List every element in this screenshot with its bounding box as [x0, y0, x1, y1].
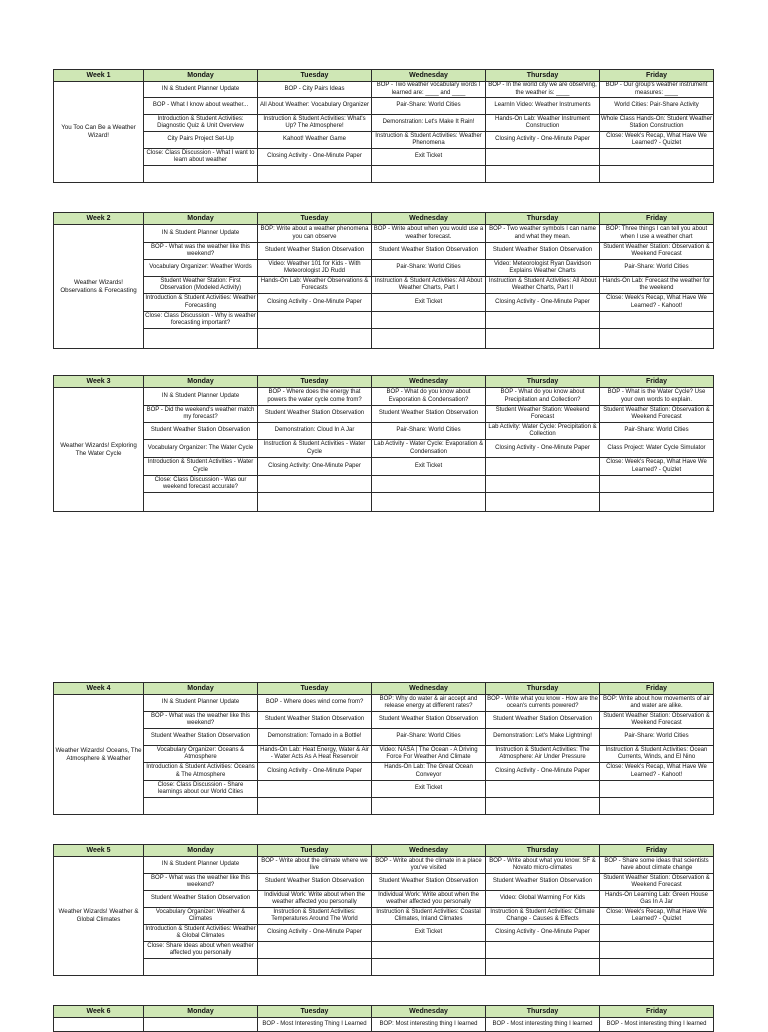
- activity-cell: [600, 312, 714, 329]
- activity-cell: Hands-On Lab: Heat Energy, Water & Air - Water Acts As A Heat Reservoir: [258, 746, 372, 763]
- activity-cell: Kahoot! Weather Game: [258, 132, 372, 149]
- activity-cell: [258, 493, 372, 512]
- activity-cell: Introduction & Student Activities: Weather & Global Climates: [144, 925, 258, 942]
- activity-cell: Student Weather Station Observation: [372, 712, 486, 729]
- activity-cell: [144, 329, 258, 349]
- activity-cell: Closing Activity: One-Minute Paper: [258, 458, 372, 476]
- activity-cell: Close: Class Discussion - Share learnings about our World Cities: [144, 781, 258, 798]
- activity-cell: Demonstration: Tornado in a Bottle!: [258, 729, 372, 746]
- day-header: Wednesday: [372, 845, 486, 857]
- activity-cell: Hands-On Learning Lab: Green House Gas In A Jar: [600, 891, 714, 908]
- week-table: [53, 212, 714, 349]
- activity-cell: [600, 149, 714, 166]
- activity-cell: [486, 798, 600, 815]
- activity-cell: Student Weather Station Observation: [486, 874, 600, 891]
- day-header: Monday: [144, 845, 258, 857]
- activity-cell: BOP - Write what you know - How are the ocean's currents powered?: [486, 695, 600, 712]
- activity-cell: Student Weather Station Observation: [258, 243, 372, 260]
- activity-cell: [372, 312, 486, 329]
- activity-cell: Student Weather Station Observation: [372, 406, 486, 423]
- activity-cell: BOP - What was the weather like this weekend?: [144, 874, 258, 891]
- activity-row: [54, 891, 714, 908]
- activity-cell: Closing Activity - One-Minute Paper: [486, 925, 600, 942]
- activity-cell: Closing Activity - One-Minute Paper: [258, 149, 372, 166]
- activity-cell: Instruction & Student Activities: Coastal Climates, Inland Climates: [372, 908, 486, 925]
- activity-cell: [600, 493, 714, 512]
- day-header: Friday: [600, 70, 714, 82]
- activity-cell: Closing Activity - One-Minute Paper: [486, 132, 600, 149]
- activity-cell: BOP - What was the weather like this weekend?: [144, 712, 258, 729]
- activity-cell: Vocabulary Organizer: Weather & Climates: [144, 908, 258, 925]
- activity-row: [54, 493, 714, 512]
- day-header: Thursday: [486, 376, 600, 388]
- week-topic: You Too Can Be a Weather Wizard!: [54, 82, 144, 183]
- activity-cell: Vocabulary Organizer: The Water Cycle: [144, 440, 258, 458]
- activity-cell: [486, 458, 600, 476]
- day-header: Tuesday: [258, 213, 372, 225]
- day-header: Monday: [144, 376, 258, 388]
- activity-cell: Student Weather Station: Observation & Weekend Forecast: [600, 712, 714, 729]
- day-header: Monday: [144, 1006, 258, 1018]
- activity-cell: Closing Activity - One-Minute Paper: [486, 294, 600, 312]
- activity-row: [54, 695, 714, 712]
- activity-row: [54, 1018, 714, 1032]
- activity-cell: Student Weather Station Observation: [486, 243, 600, 260]
- activity-cell: Video: Meteorologist Ryan Davidson Explains Weather Charts: [486, 260, 600, 277]
- activity-cell: [144, 166, 258, 183]
- activity-row: [54, 476, 714, 493]
- activity-row: [54, 458, 714, 476]
- activity-cell: Instruction & Student Activities: Climate Change - Causes & Effects: [486, 908, 600, 925]
- activity-cell: Pair-Share: World Cities: [372, 98, 486, 115]
- week-topic: Weather Wizards! Exploring The Water Cycle: [54, 388, 144, 512]
- activity-cell: [258, 798, 372, 815]
- activity-cell: Exit Ticket: [372, 925, 486, 942]
- week-header-row: [54, 376, 714, 388]
- activity-cell: Instruction & Student Activities: All About Weather Charts, Part II: [486, 277, 600, 294]
- activity-cell: [486, 493, 600, 512]
- activity-cell: [258, 329, 372, 349]
- activity-cell: Pair-Share: World Cities: [372, 423, 486, 440]
- week-header-row: [54, 70, 714, 82]
- activity-cell: BOP - Two weather vocabulary words I learned are: ____ and ____: [372, 82, 486, 98]
- activity-cell: Vocabulary Organizer: Oceans & Atmosphere: [144, 746, 258, 763]
- activity-cell: Hands-On Lab: Forecast the weather for the weekend: [600, 277, 714, 294]
- activity-row: [54, 132, 714, 149]
- activity-cell: BOP - Two weather symbols I can name and what they mean.: [486, 225, 600, 243]
- activity-row: [54, 942, 714, 959]
- week-header-row: [54, 683, 714, 695]
- activity-cell: [144, 1018, 258, 1032]
- activity-row: [54, 243, 714, 260]
- activity-cell: Exit Ticket: [372, 149, 486, 166]
- activity-row: [54, 406, 714, 423]
- activity-cell: [486, 781, 600, 798]
- day-header: Wednesday: [372, 70, 486, 82]
- activity-cell: Student Weather Station Observation: [258, 406, 372, 423]
- activity-cell: BOP - What do you know about Precipitation and Collection?: [486, 388, 600, 406]
- week-header-row: [54, 213, 714, 225]
- activity-cell: Instruction & Student Activities: The Atmosphere: Air Under Pressure: [486, 746, 600, 763]
- activity-cell: BOP - Write about the climate in a place you've visited: [372, 857, 486, 874]
- activity-cell: Introduction & Student Activities - Water Cycle: [144, 458, 258, 476]
- activity-cell: Pair-Share: World Cities: [600, 423, 714, 440]
- day-header: Wednesday: [372, 376, 486, 388]
- day-header: Thursday: [486, 1006, 600, 1018]
- activity-cell: LearnIn Video: Weather Instruments: [486, 98, 600, 115]
- activity-cell: Student Weather Station Observation: [372, 874, 486, 891]
- activity-cell: BOP - Our group's weather instrument measures: ____: [600, 82, 714, 98]
- day-header: Thursday: [486, 683, 600, 695]
- activity-cell: BOP - Write about the climate where we live: [258, 857, 372, 874]
- activity-cell: Pair-Share: World Cities: [372, 260, 486, 277]
- week-label: Week 6: [54, 1006, 144, 1018]
- day-header: Wednesday: [372, 1006, 486, 1018]
- activity-cell: Student Weather Station Observation: [372, 243, 486, 260]
- week-topic: Weather Wizards! Oceans, The Atmosphere & Weather: [54, 695, 144, 815]
- activity-cell: [600, 781, 714, 798]
- activity-cell: Close: Class Discussion - Why is weather forecasting important?: [144, 312, 258, 329]
- activity-cell: Individual Work: Write about when the weather affected you personally: [258, 891, 372, 908]
- activity-cell: Student Weather Station: Observation & Weekend Forecast: [600, 874, 714, 891]
- activity-cell: Pair-Share: World Cities: [600, 260, 714, 277]
- activity-cell: IN & Student Planner Update: [144, 82, 258, 98]
- activity-cell: BOP - Where does wind come from?: [258, 695, 372, 712]
- activity-cell: Exit Ticket: [372, 458, 486, 476]
- week-table: [53, 375, 714, 512]
- day-header: Wednesday: [372, 683, 486, 695]
- activity-cell: Instruction & Student Activities: All About Weather Charts, Part I: [372, 277, 486, 294]
- activity-row: [54, 729, 714, 746]
- activity-cell: [486, 942, 600, 959]
- day-header: Wednesday: [372, 213, 486, 225]
- activity-cell: BOP - Write about when you would use a weather forecast.: [372, 225, 486, 243]
- activity-cell: Hands-On Lab: Weather Instrument Construction: [486, 115, 600, 132]
- activity-cell: [372, 798, 486, 815]
- activity-row: [54, 115, 714, 132]
- activity-cell: Closing Activity - One-Minute Paper: [258, 763, 372, 781]
- activity-cell: [372, 959, 486, 976]
- activity-cell: Lab Activity: Water Cycle: Precipitation & Collection: [486, 423, 600, 440]
- week-label: Week 2: [54, 213, 144, 225]
- activity-cell: Closing Activity - One-Minute Paper: [486, 440, 600, 458]
- activity-cell: Closing Activity - One-Minute Paper: [258, 925, 372, 942]
- day-header: Thursday: [486, 845, 600, 857]
- activity-row: [54, 908, 714, 925]
- activity-cell: IN & Student Planner Update: [144, 225, 258, 243]
- week-label: Week 1: [54, 70, 144, 82]
- activity-cell: IN & Student Planner Update: [144, 857, 258, 874]
- activity-cell: BOP - What I know about weather...: [144, 98, 258, 115]
- activity-row: [54, 82, 714, 98]
- activity-row: [54, 149, 714, 166]
- activity-cell: [372, 493, 486, 512]
- activity-cell: Pair-Share: World Cities: [372, 729, 486, 746]
- activity-cell: [258, 942, 372, 959]
- activity-cell: BOP: Write about a weather phenomena you can observe: [258, 225, 372, 243]
- activity-cell: Class Project: Water Cycle Simulator: [600, 440, 714, 458]
- week-table: [53, 69, 714, 183]
- activity-cell: Vocabulary Organizer: Weather Words: [144, 260, 258, 277]
- activity-cell: Exit Ticket: [372, 781, 486, 798]
- activity-cell: Close: Share ideas about when weather affected you personally: [144, 942, 258, 959]
- day-header: Monday: [144, 683, 258, 695]
- activity-cell: [372, 476, 486, 493]
- activity-cell: Close: Week's Recap, What Have We Learned? - Quizlet: [600, 908, 714, 925]
- activity-row: [54, 260, 714, 277]
- activity-cell: Closing Activity - One-Minute Paper: [258, 294, 372, 312]
- activity-cell: Demonstration: Cloud In A Jar: [258, 423, 372, 440]
- day-header: Thursday: [486, 70, 600, 82]
- activity-row: [54, 98, 714, 115]
- activity-cell: BOP: Write about how movements of air and water are alike.: [600, 695, 714, 712]
- activity-cell: Demonstration: Let's Make It Rain!: [372, 115, 486, 132]
- activity-cell: [372, 166, 486, 183]
- week-label: Week 5: [54, 845, 144, 857]
- day-header: Friday: [600, 845, 714, 857]
- activity-row: [54, 388, 714, 406]
- activity-cell: World Cities: Pair-Share Activity: [600, 98, 714, 115]
- activity-cell: BOP - Most interesting thing I learned: [486, 1018, 600, 1032]
- activity-cell: Video: Global Warming For Kids: [486, 891, 600, 908]
- activity-cell: [600, 798, 714, 815]
- activity-cell: Close: Week's Recap, What Have We Learned? - Kahoot!: [600, 763, 714, 781]
- day-header: Tuesday: [258, 845, 372, 857]
- activity-cell: Introduction & Student Activities: Diagnostic Quiz & Unit Overview: [144, 115, 258, 132]
- activity-row: [54, 925, 714, 942]
- week-topic: Weather Wizards! Observations & Forecasting: [54, 225, 144, 349]
- day-header: Tuesday: [258, 1006, 372, 1018]
- activity-cell: [372, 942, 486, 959]
- activity-cell: [600, 476, 714, 493]
- activity-row: [54, 874, 714, 891]
- activity-cell: Instruction & Student Activities: Temperatures Around The World: [258, 908, 372, 925]
- activity-cell: Introduction & Student Activities: Weather Forecasting: [144, 294, 258, 312]
- activity-cell: [600, 166, 714, 183]
- activity-cell: Pair-Share: World Cities: [600, 729, 714, 746]
- week-table: [53, 844, 714, 976]
- activity-cell: Instruction & Student Activities - Water Cycle: [258, 440, 372, 458]
- activity-cell: Student Weather Station Observation: [144, 423, 258, 440]
- activity-row: [54, 781, 714, 798]
- activity-cell: Whole Class Hands-On: Student Weather Station Construction: [600, 115, 714, 132]
- activity-cell: Student Weather Station: Weekend Forecast: [486, 406, 600, 423]
- activity-cell: Instruction & Student Activities: What's Up? The Atmosphere!: [258, 115, 372, 132]
- activity-row: [54, 294, 714, 312]
- activity-cell: BOP - In the world city we are observing, the weather is: ____: [486, 82, 600, 98]
- activity-cell: All About Weather: Vocabulary Organizer: [258, 98, 372, 115]
- activity-cell: BOP - Most interesting thing I learned: [600, 1018, 714, 1032]
- activity-row: [54, 166, 714, 183]
- activity-cell: [258, 166, 372, 183]
- activity-cell: [600, 925, 714, 942]
- week-header-row: [54, 845, 714, 857]
- activity-cell: [144, 959, 258, 976]
- day-header: Friday: [600, 683, 714, 695]
- activity-cell: Student Weather Station Observation: [144, 891, 258, 908]
- activity-cell: [258, 959, 372, 976]
- activity-cell: Closing Activity - One-Minute Paper: [486, 763, 600, 781]
- activity-cell: Student Weather Station: Observation & Weekend Forecast: [600, 406, 714, 423]
- activity-cell: Student Weather Station Observation: [258, 874, 372, 891]
- activity-row: [54, 857, 714, 874]
- day-header: Friday: [600, 376, 714, 388]
- activity-cell: Individual Work: Write about when the weather affected you personally: [372, 891, 486, 908]
- day-header: Monday: [144, 70, 258, 82]
- activity-cell: Close: Week's Recap, What Have We Learned? - Kahoot!: [600, 294, 714, 312]
- activity-cell: BOP: Three things I can tell you about when I use a weather chart: [600, 225, 714, 243]
- activity-row: [54, 440, 714, 458]
- activity-cell: BOP - What is the Water Cycle? Use your own words to explain.: [600, 388, 714, 406]
- activity-cell: Hands-On Lab: Weather Observations & Forecasts: [258, 277, 372, 294]
- week-table: [53, 1005, 714, 1032]
- day-header: Tuesday: [258, 376, 372, 388]
- activity-cell: Instruction & Student Activities: Weather Phenomena: [372, 132, 486, 149]
- activity-cell: Lab Activity - Water Cycle: Evaporation & Condensation: [372, 440, 486, 458]
- activity-cell: Close: Class Discussion - Was our weekend forecast accurate?: [144, 476, 258, 493]
- activity-cell: [258, 781, 372, 798]
- activity-cell: [600, 942, 714, 959]
- week-table: [53, 682, 714, 815]
- week-label: Week 4: [54, 683, 144, 695]
- activity-cell: BOP: Why do water & air accept and release energy at different rates?: [372, 695, 486, 712]
- activity-cell: Introduction & Student Activities: Oceans & The Atmosphere: [144, 763, 258, 781]
- activity-cell: [486, 149, 600, 166]
- activity-cell: [372, 329, 486, 349]
- activity-cell: Video: NASA | The Ocean - A Driving Force For Weather And Climate: [372, 746, 486, 763]
- activity-row: [54, 225, 714, 243]
- activity-row: [54, 312, 714, 329]
- activity-row: [54, 763, 714, 781]
- activity-row: [54, 277, 714, 294]
- activity-row: [54, 746, 714, 763]
- activity-cell: Student Weather Station: Observation & Weekend Forecast: [600, 243, 714, 260]
- activity-row: [54, 959, 714, 976]
- activity-cell: [486, 476, 600, 493]
- activity-cell: Demonstration: Let's Make Lightning!: [486, 729, 600, 746]
- activity-cell: [258, 312, 372, 329]
- activity-cell: IN & Student Planner Update: [144, 695, 258, 712]
- activity-cell: Student Weather Station Observation: [144, 729, 258, 746]
- activity-cell: [486, 312, 600, 329]
- activity-cell: [486, 329, 600, 349]
- activity-cell: BOP - What do you know about Evaporation & Condensation?: [372, 388, 486, 406]
- day-header: Tuesday: [258, 70, 372, 82]
- activity-cell: Hands-On Lab: The Great Ocean Conveyor: [372, 763, 486, 781]
- activity-cell: Student Weather Station Observation: [258, 712, 372, 729]
- activity-cell: Video: Weather 101 for Kids - With Meteorologist JD Rudd: [258, 260, 372, 277]
- activity-cell: [144, 493, 258, 512]
- activity-cell: BOP - Write about what you know: SF & Novato micro-climates: [486, 857, 600, 874]
- activity-cell: Student Weather Station Observation: [486, 712, 600, 729]
- week-topic: Weather Wizards! Weather & Global Climates: [54, 857, 144, 976]
- activity-cell: [258, 476, 372, 493]
- activity-cell: IN & Student Planner Update: [144, 388, 258, 406]
- activity-cell: City Pairs Project Set-Up: [144, 132, 258, 149]
- activity-cell: BOP: Most interesting thing I learned: [372, 1018, 486, 1032]
- activity-cell: Student Weather Station: First Observation (Modeled Activity): [144, 277, 258, 294]
- activity-row: [54, 423, 714, 440]
- activity-cell: Exit Ticket: [372, 294, 486, 312]
- activity-cell: BOP - Most Interesting Thing I Learned: [258, 1018, 372, 1032]
- activity-cell: Close: Class Discussion - What I want to learn about weather: [144, 149, 258, 166]
- week-label: Week 3: [54, 376, 144, 388]
- activity-cell: Close: Week's Recap, What Have We Learned? - Quizlet: [600, 132, 714, 149]
- activity-cell: BOP - Where does the energy that powers the water cycle come from?: [258, 388, 372, 406]
- activity-cell: BOP - What was the weather like this weekend?: [144, 243, 258, 260]
- week-header-row: [54, 1006, 714, 1018]
- day-header: Monday: [144, 213, 258, 225]
- activity-cell: BOP - Did the weekend's weather match my forecast?: [144, 406, 258, 423]
- activity-row: [54, 798, 714, 815]
- activity-cell: BOP - Share some ideas that scientists have about climate change: [600, 857, 714, 874]
- activity-cell: Close: Week's Recap, What Have We Learned? - Quizlet: [600, 458, 714, 476]
- activity-cell: [600, 329, 714, 349]
- activity-cell: Instruction & Student Activities: Ocean Currents, Winds, and El Nino: [600, 746, 714, 763]
- activity-cell: [144, 798, 258, 815]
- activity-row: [54, 329, 714, 349]
- day-header: Friday: [600, 1006, 714, 1018]
- day-header: Tuesday: [258, 683, 372, 695]
- activity-cell: [486, 166, 600, 183]
- activity-cell: [486, 959, 600, 976]
- activity-cell: [600, 959, 714, 976]
- day-header: Thursday: [486, 213, 600, 225]
- day-header: Friday: [600, 213, 714, 225]
- week-topic: [54, 1018, 144, 1032]
- activity-cell: BOP - City Pairs Ideas: [258, 82, 372, 98]
- activity-row: [54, 712, 714, 729]
